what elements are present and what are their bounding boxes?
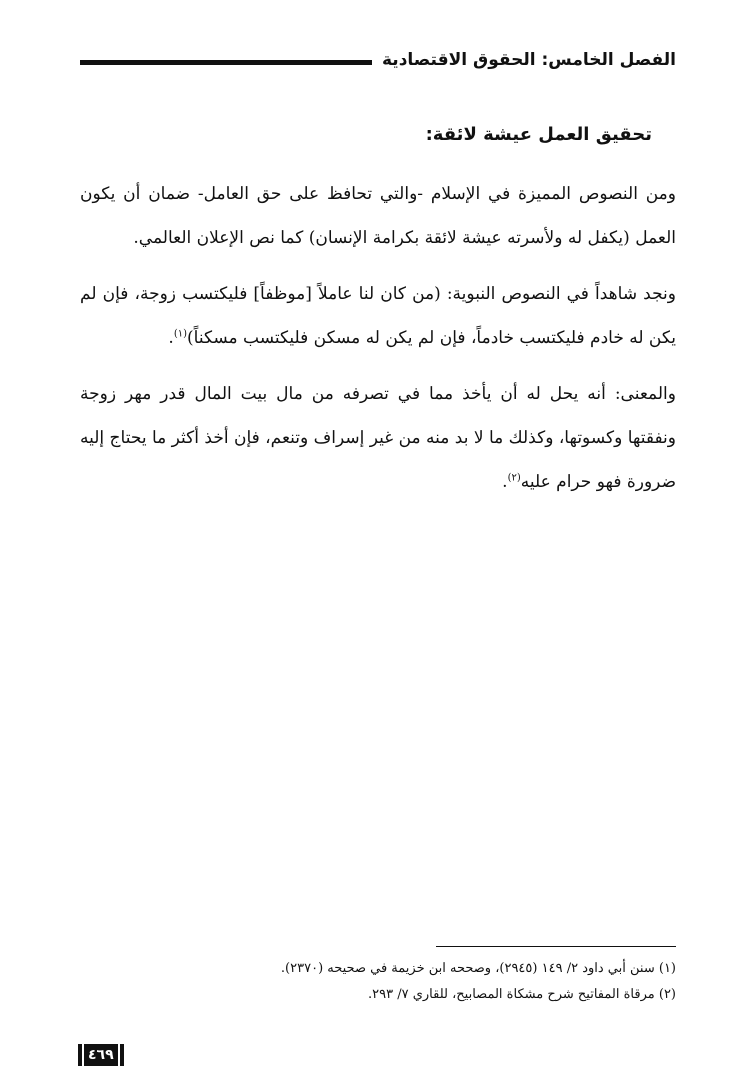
section-heading: تحقيق العمل عيشة لائقة: [425, 124, 652, 145]
page-number-bar-left [78, 1044, 82, 1066]
paragraph-2 [80, 272, 676, 360]
page-number-box [78, 1044, 124, 1066]
paragraph-2-end: . [168, 328, 174, 348]
paragraph-3-end: . [502, 472, 508, 492]
page-number: ٤٦٩ [84, 1044, 118, 1066]
chapter-title: الفصل الخامس: الحقوق الاقتصادية [382, 50, 676, 70]
footnote-1: (١) سنن أبي داود ٢/ ١٤٩ (٢٩٤٥)، وصححه ابن خزيمة في صحيحه (٢٣٧٠). [280, 961, 676, 976]
footnotes [116, 956, 676, 1008]
paragraph-1-text: ومن النصوص المميزة في الإسلام -والتي تحافظ على حق العامل- ضمان أن يكون العمل (يكفل له ولأسرته عيشة لائقة بكرامة الإنسان) كما نص الإعلان العالمي. [80, 184, 676, 248]
footnote-separator [436, 946, 676, 947]
footnote-2: (٢) مرقاة المفاتيح شرح مشكاة المصابيح، للقاري ٧/ ٢٩٣. [367, 987, 676, 1002]
paragraph-1 [80, 172, 676, 260]
footnote-ref-1: (١) [173, 328, 188, 340]
running-header [80, 46, 676, 74]
page-number-bar-right [120, 1044, 124, 1066]
footnote-ref-2: (٢) [507, 472, 521, 484]
paragraph-3-text: والمعنى: أنه يحل له أن يأخذ مما في تصرفه من مال بيت المال قدر مهر زوجة ونفقتها وكسوتها، وكذلك ما لا بد منه من غير إسراف وتنعم، فإن أخذ أكثر ما يحتاج إليه ضرورة فهو حرام عليه [80, 384, 676, 492]
paragraph-2-text: ونجد شاهداً في النصوص النبوية: (من كان لنا عاملاً [موظفاً] فليكتسب زوجة، فإن لم يكن له خادم فليكتسب خادماً، فإن لم يكن له مسكن فليكتسب مسكناً) [80, 284, 676, 348]
body-text [80, 172, 676, 516]
header-rule [80, 60, 372, 65]
paragraph-3 [80, 372, 676, 504]
